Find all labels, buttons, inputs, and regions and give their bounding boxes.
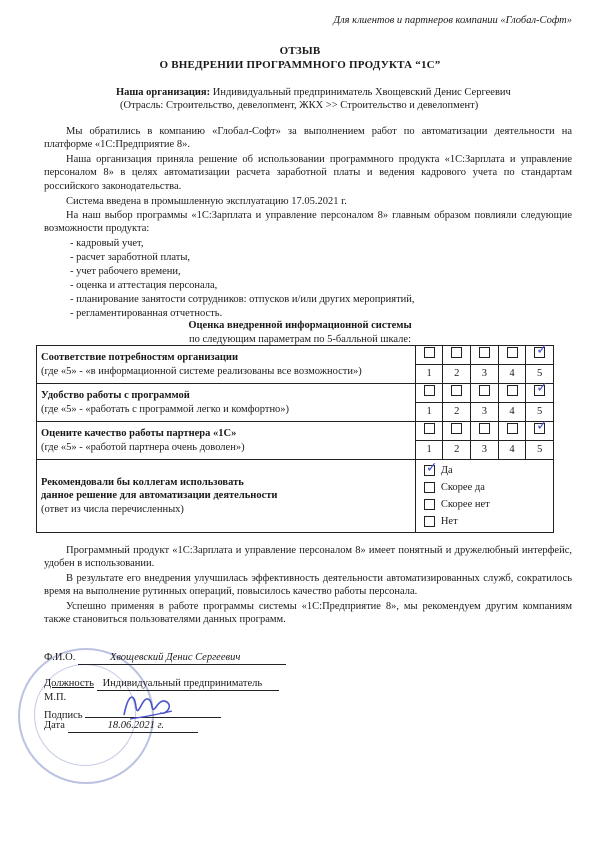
rating-checkbox[interactable] bbox=[507, 385, 518, 396]
evaluation-table bbox=[36, 342, 554, 533]
option-checkbox[interactable] bbox=[424, 482, 435, 493]
recommend-title-line2: данное решение для автоматизации деятельности bbox=[41, 490, 278, 502]
rating-checkbox[interactable] bbox=[451, 423, 462, 434]
organization-label: Наша организация: bbox=[116, 87, 211, 98]
checkmark-icon: ✓ bbox=[536, 418, 548, 435]
rating-checkbox[interactable] bbox=[424, 347, 435, 358]
criterion-title: Соответствие потребностям организации bbox=[41, 352, 239, 364]
feature-item: - кадровый учет, bbox=[70, 238, 144, 249]
rating-checkbox-checked[interactable] bbox=[534, 342, 548, 359]
document-subtitle: О ВНЕДРЕНИИ ПРОГРАММНОГО ПРОДУКТА “1С” bbox=[159, 59, 441, 71]
scale-label: 5 bbox=[526, 403, 554, 422]
signature-label: Подпись bbox=[44, 710, 83, 721]
checkmark-icon: ✓ bbox=[536, 380, 548, 397]
recommend-options bbox=[415, 460, 553, 533]
feature-item: - оценка и аттестация персонала, bbox=[70, 280, 218, 291]
scale-label: 1 bbox=[415, 441, 443, 460]
feature-item: - регламентированная отчетность. bbox=[70, 308, 223, 319]
feature-item: - расчет заработной платы, bbox=[70, 252, 191, 263]
fio-label: Ф.И.О. bbox=[44, 652, 76, 663]
scale-label: 4 bbox=[498, 403, 526, 422]
evaluation-subtitle: по следующим параметрам по 5-балльной шкале: bbox=[188, 334, 412, 345]
recommend-title-line1: Рекомендовали бы коллегам использовать bbox=[41, 476, 244, 488]
paragraph-features-intro: На наш выбор программы «1С:Зарплата и управление персоналом 8» главным образом повлияли следующие возможности продукта: bbox=[44, 210, 572, 235]
handwritten-signature bbox=[120, 685, 176, 723]
rating-checkbox[interactable] bbox=[479, 385, 490, 396]
fio-value: Хвощевский Денис Сергеевич bbox=[78, 651, 286, 665]
paragraph-intro: Мы обратились в компанию «Глобал-Софт» за выполнением работ по автоматизации деятельности на платформе «1С:Предприятие 8». bbox=[44, 126, 572, 151]
recommend-hint: (ответ из числа перечисленных) bbox=[41, 503, 184, 515]
fio-line bbox=[44, 651, 286, 665]
organization-name: Индивидуальный предприниматель Хвощевский Денис Сергеевич bbox=[212, 87, 511, 98]
header-note: Для клиентов и партнеров компании «Глобал-Софт» bbox=[333, 15, 572, 26]
conclusion-interface: Программный продукт «1С:Зарплата и управление персоналом 8» имеет понятный и дружелюбный интерфейс, удобен в использовании. bbox=[44, 545, 572, 570]
criterion-row bbox=[37, 346, 554, 365]
scale-label: 2 bbox=[443, 441, 471, 460]
position-value: Индивидуальный предприниматель bbox=[97, 677, 279, 691]
rating-checkbox[interactable] bbox=[424, 385, 435, 396]
scale-label: 5 bbox=[526, 365, 554, 384]
feature-item: - планирование занятости сотрудников: отпусков и/или других мероприятий, bbox=[70, 294, 415, 305]
criterion-title: Оцените качество работы партнера «1С» bbox=[41, 428, 237, 440]
mp-label: М.П. bbox=[44, 692, 67, 703]
scale-label: 1 bbox=[415, 403, 443, 422]
conclusion-efficiency: В результате его внедрения улучшилась эффективность деятельности автоматизированных служб, сократилось время на выполнение рутинных операций, повысилось качество работы персонала. bbox=[44, 573, 572, 598]
checkmark-icon: ✓ bbox=[536, 342, 548, 359]
criterion-cell bbox=[37, 422, 416, 460]
criterion-hint: (где «5» - «работать с программой легко и комфортно») bbox=[41, 403, 290, 415]
scale-label: 3 bbox=[471, 441, 499, 460]
scale-label: 4 bbox=[498, 365, 526, 384]
date-label: Дата bbox=[44, 720, 65, 731]
scale-label: 2 bbox=[443, 403, 471, 422]
scale-label: 5 bbox=[526, 441, 554, 460]
feature-item: - учет рабочего времени, bbox=[70, 266, 181, 277]
rating-checkbox[interactable] bbox=[479, 423, 490, 434]
rating-checkbox[interactable] bbox=[424, 423, 435, 434]
rating-checkbox[interactable] bbox=[479, 347, 490, 358]
position-label: Должность bbox=[44, 678, 94, 689]
date-value: 18.06.2021 г. bbox=[68, 719, 198, 733]
checkmark-icon: ✓ bbox=[425, 460, 438, 476]
evaluation-title: Оценка внедренной информационной системы bbox=[188, 320, 412, 331]
recommend-option-rather-yes[interactable] bbox=[424, 479, 545, 496]
criterion-row bbox=[37, 384, 554, 403]
document-title: ОТЗЫВ bbox=[279, 45, 321, 57]
option-label: Скорее нет bbox=[440, 498, 490, 510]
option-checkbox-checked[interactable] bbox=[424, 460, 438, 476]
option-checkbox[interactable] bbox=[424, 499, 435, 510]
rating-checkbox[interactable] bbox=[451, 347, 462, 358]
recommend-row bbox=[37, 460, 554, 533]
criterion-title: Удобство работы с программой bbox=[41, 390, 190, 402]
scale-label: 3 bbox=[471, 365, 499, 384]
paragraph-decision: Наша организация приняла решение об использовании программного продукта «1С:Зарплата и управление персоналом 8» в целях автоматизации расчета заработной платы и ведения кадрового учета по стандартам российского законодательства. bbox=[44, 154, 572, 192]
recommend-question bbox=[37, 460, 416, 533]
scale-label: 4 bbox=[498, 441, 526, 460]
criterion-cell bbox=[37, 346, 416, 384]
rating-checkbox-checked[interactable] bbox=[534, 380, 548, 397]
recommend-option-yes[interactable] bbox=[424, 462, 545, 479]
features-list bbox=[70, 237, 415, 321]
criterion-hint: (где «5» - «работой партнера очень доволен») bbox=[41, 441, 245, 453]
paragraph-launch-date: Система введена в промышленную эксплуатацию 17.05.2021 г. bbox=[66, 196, 347, 207]
criterion-row bbox=[37, 422, 554, 441]
criterion-cell bbox=[37, 384, 416, 422]
criterion-hint: (где «5» - «в информационной системе реализованы все возможности») bbox=[41, 365, 362, 377]
scale-label: 1 bbox=[415, 365, 443, 384]
scale-label: 3 bbox=[471, 403, 499, 422]
organization-line bbox=[116, 86, 511, 99]
rating-checkbox[interactable] bbox=[451, 385, 462, 396]
rating-checkbox[interactable] bbox=[507, 347, 518, 358]
organization-industry: (Отрасль: Строительство, девелопмент, ЖКХ >> Строительство и девелопмент) bbox=[120, 100, 479, 111]
option-checkbox[interactable] bbox=[424, 516, 435, 527]
rating-checkbox-checked[interactable] bbox=[534, 418, 548, 435]
option-label: Да bbox=[440, 464, 453, 476]
option-label: Скорее да bbox=[440, 481, 485, 493]
rating-checkbox[interactable] bbox=[507, 423, 518, 434]
conclusion-recommendation: Успешно применяя в работе программы системы «1С:Предприятие 8», мы рекомендуем другим компаниям также становиться пользователями данных программ. bbox=[44, 601, 572, 626]
recommend-option-no[interactable] bbox=[424, 513, 545, 530]
scale-label: 2 bbox=[443, 365, 471, 384]
option-label: Нет bbox=[440, 515, 458, 527]
date-line bbox=[44, 719, 198, 733]
recommend-option-rather-no[interactable] bbox=[424, 496, 545, 513]
